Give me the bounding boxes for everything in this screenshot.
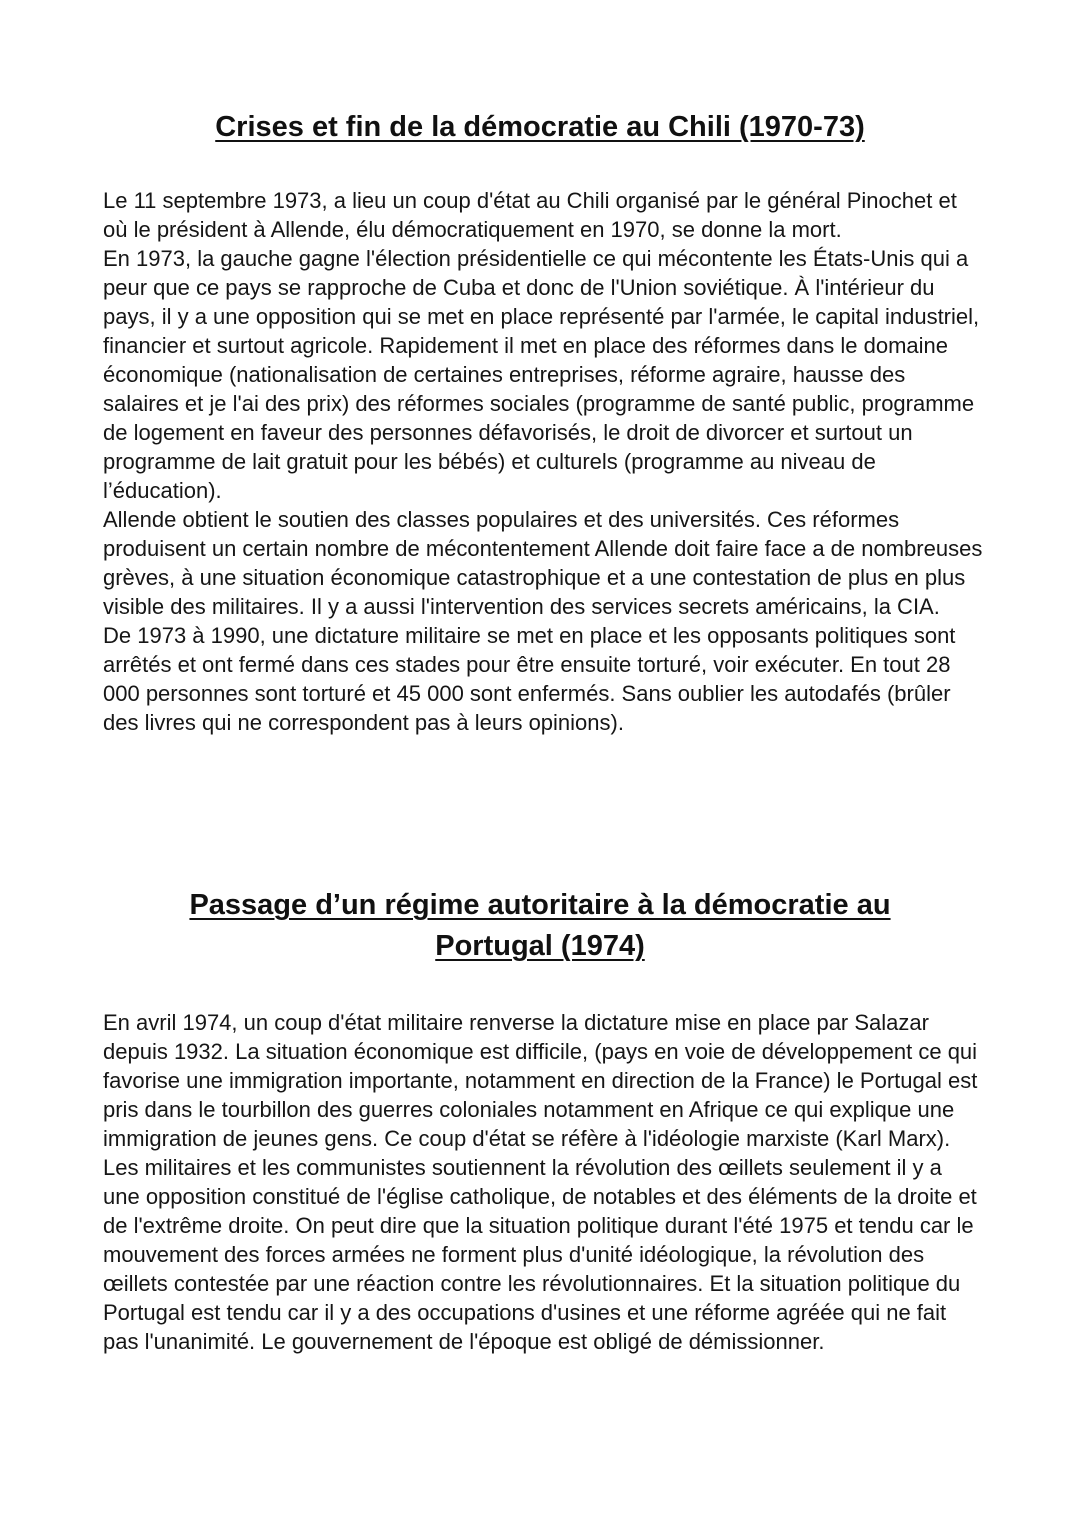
paragraph-chili-2: En 1973, la gauche gagne l'élection présidentielle ce qui mécontente les États-Unis qui a peur que ce pays se rapproche de Cuba et donc de l'Union soviétique. À l'intérieur du pays, il y a une opposition qui se met en place représenté par l'armée, le capital industriel, financier et surtout agricole. Rapidement il met en place des réformes dans le domaine économique (nationalisation de certaines entreprises, réforme agraire, hausse des salaires et je l'ai des prix) des réformes sociales (programme de santé public, programme de logement en faveur des personnes défavorisés, le droit de divorcer et surtout un programme de lait gratuit pour les bébés) et culturels (programme au niveau de l’éducation).	[103, 246, 980, 503]
section-title-portugal	[60, 885, 1020, 967]
section-body-portugal	[103, 1008, 983, 1356]
section-title-portugal-line1: Passage d’un régime autoritaire à la démocratie au	[189, 889, 891, 921]
paragraph-portugal-1: En avril 1974, un coup d'état militaire renverse la dictature mise en place par Salazar depuis 1932. La situation économique est difficile, (pays en voie de développement ce qui favorise une immigration importante, notamment en direction de la France) le Portugal est pris dans le tourbillon des guerres coloniales notamment en Afrique ce qui explique une immigration de jeunes gens. Ce coup d'état se réfère à l'idéologie marxiste (Karl Marx). Les militaires et les communistes soutiennent la révolution des œillets seulement il y a une opposition constitué de l'église catholique, de notables et des éléments de la droite et de l'extrême droite. On peut dire que la situation politique durant l'été 1975 et tendu car le mouvement des forces armées ne forment plus d'unité idéologique, la révolution des œillets contestée par une réaction contre les révolutionnaires. Et la situation politique du Portugal est tendu car il y a des occupations d'usines et une réforme agréée qui ne fait pas l'unanimité. Le gouvernement de l'époque est obligé de démissionner.	[103, 1010, 978, 1354]
paragraph-chili-4: De 1973 à 1990, une dictature militaire se met en place et les opposants politiques sont arrêtés et ont fermé dans ces stades pour être ensuite torturé, voir exécuter. En tout 28 000 personnes sont torturé et 45 000 sont enfermés. Sans oublier les autodafés (brûler des livres qui ne correspondent pas à leurs opinions).	[103, 623, 956, 735]
section-title-portugal-line2: Portugal (1974)	[435, 930, 645, 962]
section-title-chili	[60, 107, 1020, 148]
paragraph-chili-1: Le 11 septembre 1973, a lieu un coup d'état au Chili organisé par le général Pinochet et où le président à Allende, élu démocratiquement en 1970, se donne la mort.	[103, 188, 957, 242]
section-title-chili-text: Crises et fin de la démocratie au Chili (1970-73)	[215, 111, 865, 143]
section-body-chili	[103, 186, 983, 737]
paragraph-chili-3: Allende obtient le soutien des classes populaires et des universités. Ces réformes produisent un certain nombre de mécontentement Allende doit faire face a de nombreuses grèves, à une situation économique catastrophique et a une contestation de plus en plus visible des militaires. Il y a aussi l'intervention des services secrets américains, la CIA.	[103, 507, 983, 619]
